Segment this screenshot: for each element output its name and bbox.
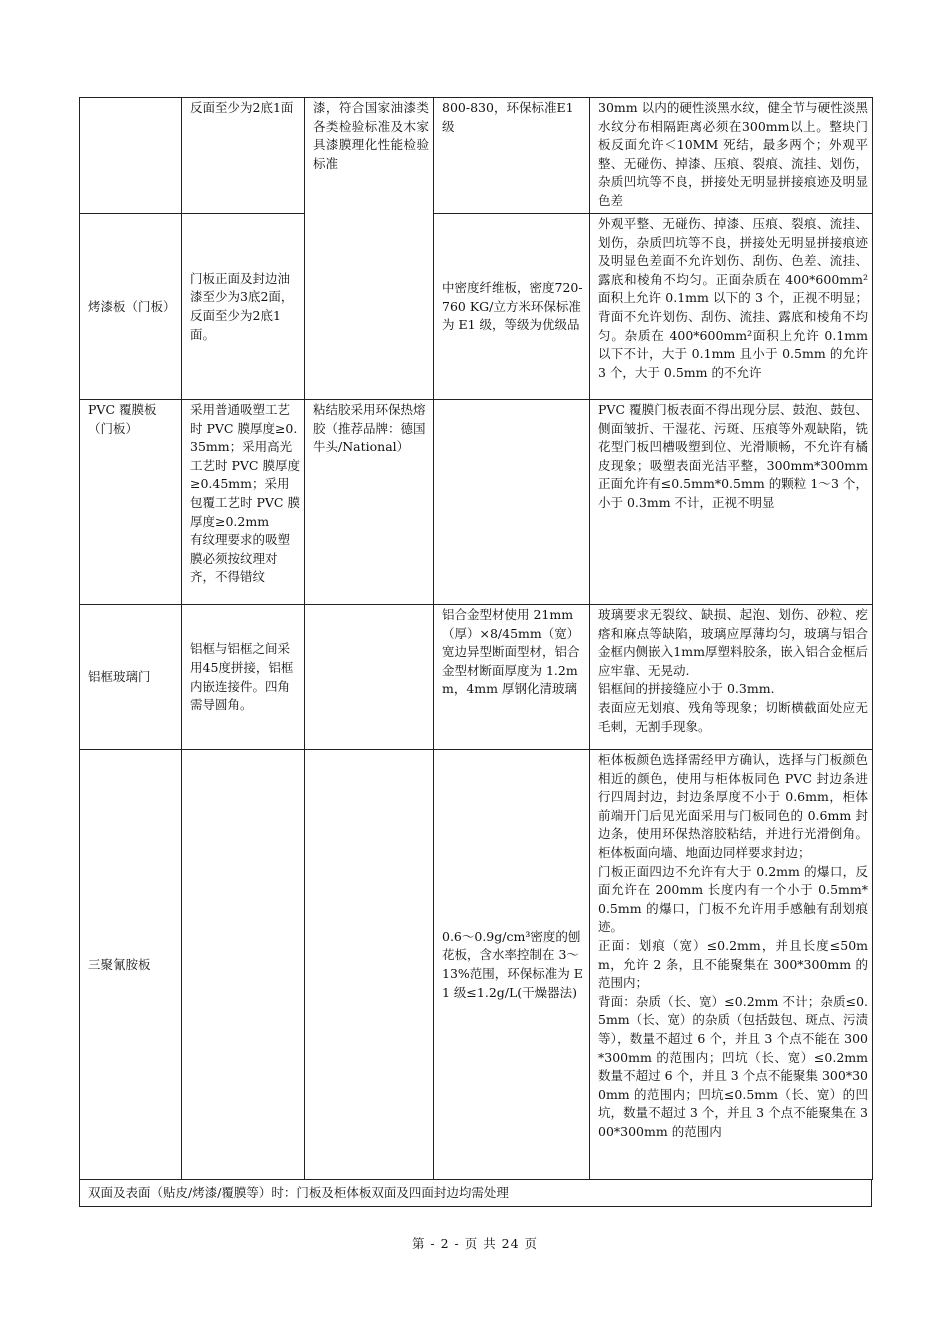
material-cell: 中密度纤维板，密度720-760 KG/立方米环保标准为 E1 级，等级为优级品 [434, 214, 590, 400]
material-cell: 铝合金型材使用 21mm（厚）×8/45mm（宽）宽边异型断面型材，铝合金型材断面厚度为 1.2mm，4mm 厚钢化清玻璃 [434, 605, 590, 750]
process-cell: 反面至少为2底1面 [182, 98, 305, 214]
table-row [80, 98, 873, 214]
quality-cell: 30mm 以内的硬性淡黑水纹，健全节与硬性淡黑水纹分布相隔距离必须在300mm以上。整块门板反面允许＜10MM 死结，最多两个；外观平整、无碰伤、掉漆、压痕、裂痕、流挂、划伤，杂质凹坑等不良，拼接处无明显拼接痕迹及明显色差 [590, 98, 873, 214]
product-name-cell: 烤漆板（门板） [80, 214, 182, 400]
table-row [80, 750, 873, 1180]
table-row [80, 214, 873, 400]
material-cell: 800-830，环保标准E1级 [434, 98, 590, 214]
process-cell [182, 750, 305, 1180]
product-name-cell: 三聚氰胺板 [80, 750, 182, 1180]
process-cell: 门板正面及封边油漆至少为3底2面，反面至少为2底1面。 [182, 214, 305, 400]
quality-cell: PVC 覆膜门板表面不得出现分层、鼓泡、鼓包、侧面皱折、干湿花、污斑、压痕等外观缺陷，铣花型门板凹槽吸塑到位、光滑顺畅，不允许有橘皮现象；吸塑表面光洁平整，300mm*300mm 正面允许有≤0.5mm*0.5mm 的颗粒 1～3 个，小于 0.3mm 不计，正视不明显 [590, 400, 873, 605]
table-row [80, 400, 873, 605]
paint-standard-cell: 漆，符合国家油漆类各类检验标准及木家具漆膜理化性能检验标准 [305, 98, 434, 400]
process-cell: 采用普通吸塑工艺时 PVC 膜厚度≥0.35mm；采用高光工艺时 PVC 膜厚度≥0.45mm；采用包覆工艺时 PVC 膜厚度≥0.2mm 有纹理要求的吸塑膜必须按纹理对齐，不得错纹 [182, 400, 305, 605]
spec-table [79, 97, 873, 1180]
table-footnote: 双面及表面（贴皮/烤漆/覆膜等）时：门板及柜体板双面及四面封边均需处理 [79, 1180, 872, 1207]
product-name-cell: PVC 覆膜板（门板） [80, 400, 182, 605]
page-number: 第 - 2 - 页 共 24 页 [411, 1236, 539, 1251]
material-cell: 0.6～0.9g/cm³密度的刨花板，含水率控制在 3～13%范围，环保标准为 E1 级≤1.2g/L(干燥器法) [434, 750, 590, 1180]
process-cell: 铝框与铝框之间采用45度拼接，铝框内嵌连接件。四角需导圆角。 [182, 605, 305, 750]
glue-cell: 粘结胶采用环保热熔胶（推荐品牌：德国牛头/National） [305, 400, 434, 605]
quality-cell: 柜体板颜色选择需经甲方确认，选择与门板颜色相近的颜色，使用与柜体板同色 PVC 封边条进行四周封边，封边条厚度不小于 0.6mm，柜体前端开门后见光面采用与门板同色的 0.6mm 封边条，使用环保热溶胶粘结，并进行光滑倒角。柜体板面向墙、地面边同样要求封边； 门板正面四边不允许有大于 0.2mm 的爆口，反面允许在 200mm 长度内有一个小于 0.5mm*0.5mm 的爆口，门板不允许用手感触有刮划痕迹。 正面：划痕（宽）≤0.2mm，并且长度≤50mm，允许 2 条，且不能聚集在 300*300mm 的范围内； 背面：杂质（长、宽）≤0.2mm 不计；杂质≤0.5mm（长、宽）的杂质（包括鼓包、斑点、污渍等），数量不超过 6 个，并且 3 个点不能在 300*300mm 的范围内；凹坑（长、宽）≤0.2mm 数量不超过 6 个，并且 3 个点不能聚集 300*300mm 的范围内；凹坑≤0.5mm（长、宽）的凹坑，数量不超过 3 个，并且 3 个点不能聚集在 300*300mm 的范围内 [590, 750, 873, 1180]
glue-cell [305, 605, 434, 750]
material-cell [434, 400, 590, 605]
quality-cell: 外观平整、无碰伤、掉漆、压痕、裂痕、流挂、划伤，杂质凹坑等不良，拼接处无明显拼接痕迹及明显色差面不允许划伤、刮伤、色差、流挂、露底和棱角不均匀。正面杂质在 400*600mm²面积上允许 0.1mm 以下的 3 个，正视不明显；背面不允许划伤、刮伤、流挂、露底和棱角不均匀。杂质在 400*600mm²面积上允许 0.1mm 以下不计，大于 0.1mm 且小于 0.5mm 的允许 3 个，大于 0.5mm 的不允许 [590, 214, 873, 400]
quality-cell: 玻璃要求无裂纹、缺损、起泡、划伤、砂粒、疙瘩和麻点等缺陷，玻璃应厚薄均匀，玻璃与铝合金框内侧嵌入1mm厚塑料胶条，嵌入铝合金框后应牢靠、无晃动. 铝框间的拼接缝应小于 0.3mm. 表面应无划痕、残角等现象；切断横截面处应无毛刺，无割手现象。 [590, 605, 873, 750]
product-name-cell [80, 98, 182, 214]
product-name-cell: 铝框玻璃门 [80, 605, 182, 750]
glue-cell [305, 750, 434, 1180]
spec-table-container [79, 97, 872, 1207]
table-row [80, 605, 873, 750]
